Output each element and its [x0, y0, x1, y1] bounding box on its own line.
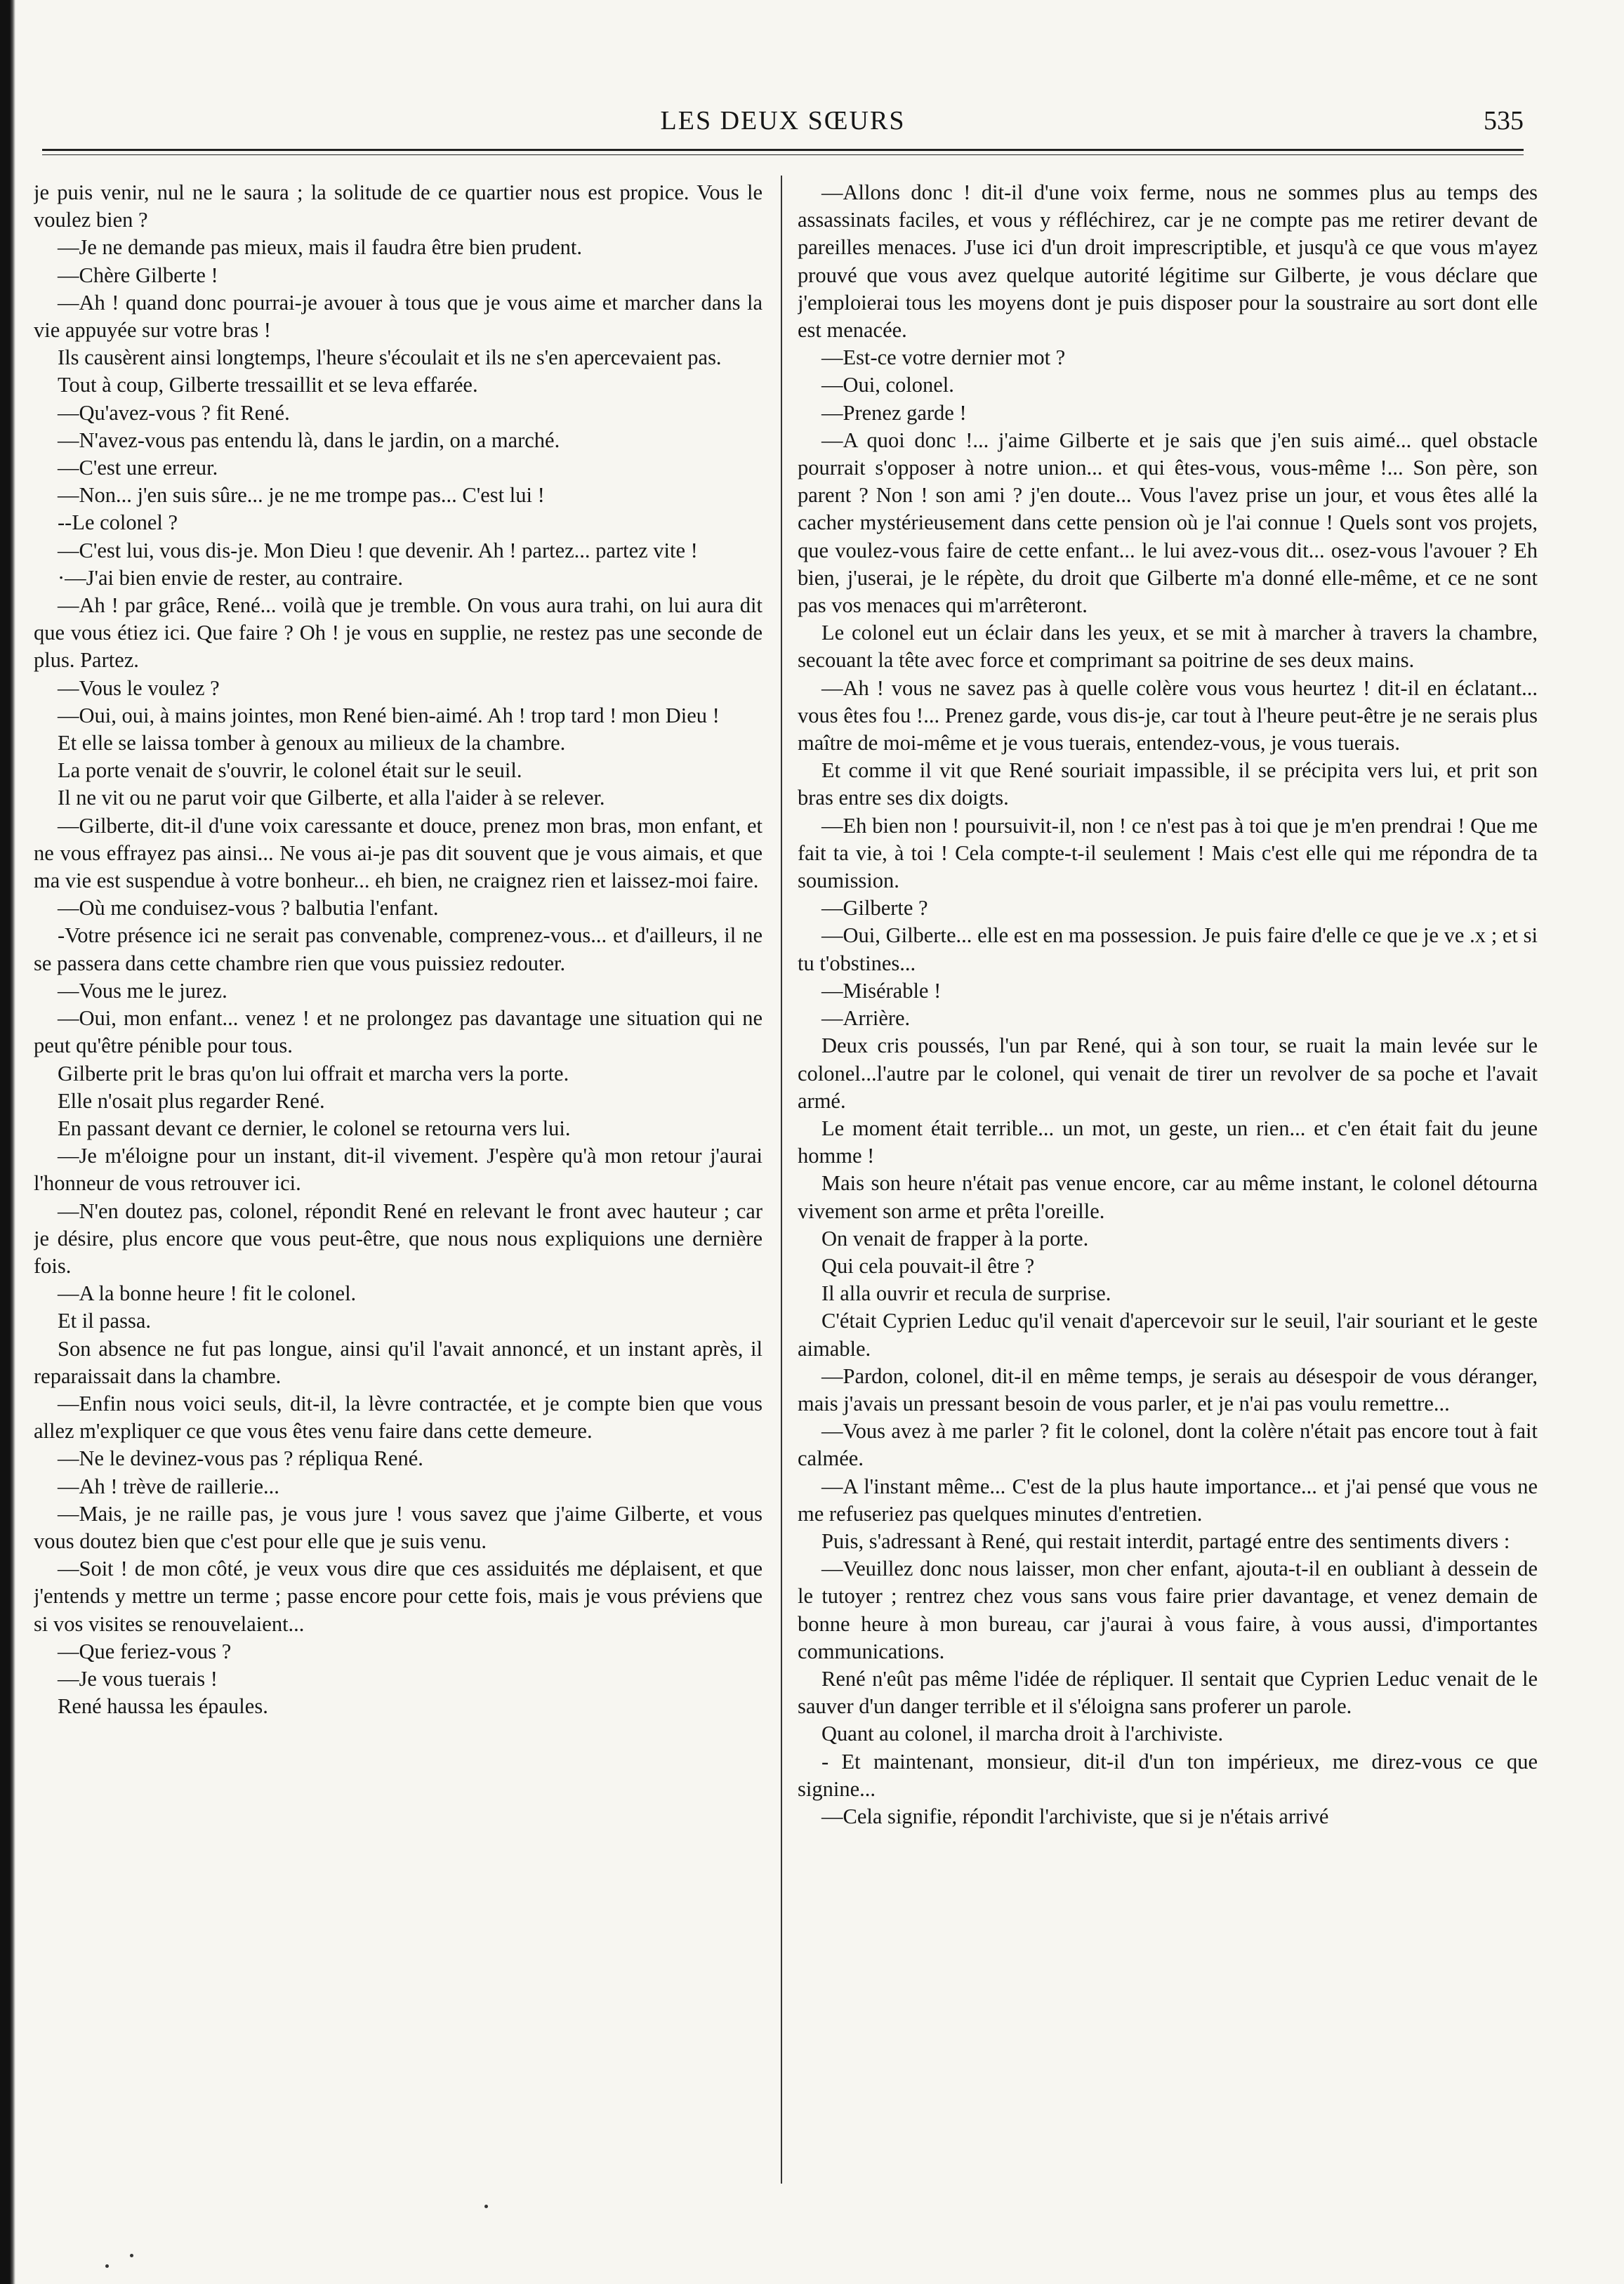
paragraph: —A la bonne heure ! fit le colonel.: [58, 1281, 357, 1306]
paragraph: Elle n'osait plus regarder René.: [58, 1088, 325, 1113]
paragraph: Il ne vit ou ne parut voir que Gilberte, et alla l'aider à se relever.: [58, 786, 605, 810]
paragraph: Le moment était terrible... un mot, un geste, un rien... et c'en était fait du jeune homme !: [798, 1116, 1538, 1168]
paragraph: —Eh bien non ! poursuivit-il, non ! ce n'est pas à toi que je m'en prendrai ! Que me fait ta vie, à toi ! Cela compte-t-il seulement ! Mais c'est elle qui me répondra de ta soumission.: [798, 813, 1538, 893]
paragraph: Mais son heure n'était pas venue encore, car au même instant, le colonel détourna vivement son arme et prêta l'oreille.: [798, 1171, 1538, 1223]
paragraph: —Oui, mon enfant... venez ! et ne prolongez pas davantage une situation qui ne peut qu'être pénible pour tous.: [34, 1006, 763, 1058]
paragraph: Il alla ouvrir et recula de surprise.: [821, 1281, 1111, 1306]
running-title: LES DEUX SŒURS: [660, 106, 906, 136]
page-number: 535: [1484, 106, 1524, 136]
paragraph: C'était Cyprien Leduc qu'il venait d'apercevoir sur le seuil, l'air souriant et le geste aimable.: [798, 1309, 1538, 1361]
paragraph: --Le colonel ?: [58, 510, 178, 535]
paragraph: —Enfin nous voici seuls, dit-il, la lèvre contractée, et je compte bien que vous allez m'expliquer ce que vous êtes venu faire dans cette demeure.: [34, 1391, 763, 1444]
paragraph: René n'eût pas même l'idée de répliquer. Il sentait que Cyprien Leduc venait de le sauver d'un danger terrible et il s'éloigna sans proferer un parole.: [798, 1666, 1538, 1719]
paragraph: Le colonel eut un éclair dans les yeux, et se mit à marcher à travers la chambre, secouant la tête avec force et comprimant sa poitrine de ses deux mains.: [798, 621, 1538, 673]
paragraph: —Je ne demande pas mieux, mais il faudra être bien prudent.: [58, 235, 582, 260]
paragraph: —Vous avez à me parler ? fit le colonel, dont la colère n'était pas encore tout à fait calmée.: [798, 1419, 1538, 1471]
paragraph: Qui cela pouvait-il être ?: [821, 1253, 1035, 1278]
paragraph: -Votre présence ici ne serait pas convenable, comprenez-vous... et d'ailleurs, il ne se passera dans cette chambre rien que vous puissiez redouter.: [34, 923, 763, 975]
paragraph: La porte venait de s'ouvrir, le colonel était sur le seuil.: [58, 758, 522, 783]
paragraph: je puis venir, nul ne le saura ; la solitude de ce quartier nous est propice. Vous le voulez bien ?: [34, 180, 763, 232]
paragraph: —Vous le voulez ?: [58, 675, 220, 700]
paragraph: —Que feriez-vous ?: [58, 1639, 232, 1663]
paragraph: René haussa les épaules.: [58, 1694, 268, 1719]
paragraph: —Ah ! quand donc pourrai-je avouer à tous que je vous aime et marcher dans la vie appuyée sur votre bras !: [34, 290, 763, 343]
header-rule-thin: [42, 154, 1524, 155]
paragraph: —Oui, oui, à mains jointes, mon René bien-aimé. Ah ! trop tard ! mon Dieu !: [58, 703, 720, 727]
paragraph: —Allons donc ! dit-il d'une voix ferme, nous ne sommes plus au temps des assassinats faciles, et vous y réfléchirez, car je ne compte pas me retirer devant de pareilles menaces. J'use ici d'un droit imprescriptible, et jusqu'à ce que vous m'ayez prouvé que vous avez quelque autorité légitime sur Gilberte, je vous déclare que j'emploierai tous les moyens dont je puis disposer pour la soustraire au sort dont elle est menacée.: [798, 180, 1538, 343]
paragraph: —Vous me le jurez.: [58, 978, 227, 1003]
paragraph: —Misérable !: [821, 978, 942, 1003]
paragraph: Son absence ne fut pas longue, ainsi qu'il l'avait annoncé, et un instant après, il reparaissait dans la chambre.: [34, 1336, 763, 1388]
paragraph: —Où me conduisez-vous ? balbutia l'enfant.: [58, 896, 439, 920]
ink-speck: [130, 2254, 133, 2257]
paragraph: Deux cris poussés, l'un par René, qui à son tour, se ruait la main levée sur le colonel...l'autre par le colonel, qui venait de tirer un revolver de sa poche et l'avait armé.: [798, 1034, 1538, 1113]
ink-speck: [105, 2264, 109, 2268]
paragraph: Puis, s'adressant à René, qui restait interdit, partagé entre des sentiments divers :: [821, 1529, 1510, 1553]
paragraph: —Ne le devinez-vous pas ? répliqua René.: [58, 1446, 423, 1471]
paragraph: —Prenez garde !: [821, 400, 967, 425]
paragraph: Ils causèrent ainsi longtemps, l'heure s'écoulait et ils ne s'en apercevaient pas.: [58, 345, 722, 370]
paragraph: —Oui, colonel.: [821, 373, 954, 397]
paragraph: —C'est lui, vous dis-je. Mon Dieu ! que devenir. Ah ! partez... partez vite !: [58, 538, 698, 562]
paragraph: —Oui, Gilberte... elle est en ma possession. Je puis faire d'elle ce que je ve .x ; et si tu t'obstines...: [798, 923, 1538, 975]
paragraph: Gilberte prit le bras qu'on lui offrait et marcha vers la porte.: [58, 1061, 569, 1085]
page-binding-edge: [0, 0, 15, 2284]
paragraph: —Est-ce votre dernier mot ?: [821, 345, 1066, 370]
paragraph: —N'avez-vous pas entendu là, dans le jardin, on a marché.: [58, 428, 560, 452]
paragraph: —Ah ! par grâce, René... voilà que je tremble. On vous aura trahi, on lui aura dit que vous étiez ici. Que faire ? Oh ! je vous en supplie, ne restez pas une seconde de plus. Partez.: [34, 593, 763, 673]
paragraph: - Et maintenant, monsieur, dit-il d'un ton impérieux, me direz-vous ce que signine...: [798, 1749, 1538, 1801]
paragraph: —Qu'avez-vous ? fit René.: [58, 400, 290, 425]
paragraph: ·—J'ai bien envie de rester, au contraire.: [58, 565, 404, 590]
column-divider: [781, 176, 782, 2184]
paragraph: En passant devant ce dernier, le colonel se retourna vers lui.: [58, 1116, 571, 1140]
paragraph: —Mais, je ne raille pas, je vous jure ! vous savez que j'aime Gilberte, et vous vous doutez bien que c'est pour elle que je suis venu.: [34, 1501, 763, 1553]
paragraph: —Ah ! vous ne savez pas à quelle colère vous vous heurtez ! dit-il en éclatant... vous êtes fou !... Prenez garde, vous dis-je, car tout à l'heure peut-être je ne serais plus maître de moi-même et je vous tuerais, entendez-vous, je vous tuerais.: [798, 675, 1538, 755]
page-header: [42, 105, 1524, 147]
paragraph: —Gilberte, dit-il d'une voix caressante et douce, prenez mon bras, mon enfant, et ne vous effrayez pas ainsi... Ne vous ai-je pas dit souvent que je vous aimais, et que ma vie est suspendue à votre bonheur... eh bien, ne craignez rien et laissez-moi faire.: [34, 813, 763, 893]
paragraph: —Je vous tuerais !: [58, 1666, 218, 1691]
paragraph: Et il passa.: [58, 1309, 151, 1333]
paragraph: —Ah ! trève de raillerie...: [58, 1474, 279, 1498]
paragraph: —Non... j'en suis sûre... je ne me trompe pas... C'est lui !: [58, 483, 545, 508]
paragraph: —Pardon, colonel, dit-il en même temps, je serais au désespoir de vous déranger, mais j'avais un pressant besoin de vous parler, et je n'ai pas voulu remettre...: [798, 1364, 1538, 1415]
paragraph: —Gilberte ?: [821, 896, 928, 920]
paragraph: —A quoi donc !... j'aime Gilberte et je sais que j'en suis aimé... quel obstacle pourrait s'opposer à notre union... et qui êtes-vous, vous-même !... Son père, son parent ? Non ! son ami ? j'en doute... Vous l'avez prise un jour, et vous êtes allé la cacher mystérieusement dans cette pension où je l'ai connue ! Quels sont vos projets, que voulez-vous faire de cette enfant... le lui avez-vous dit... osez-vous l'avouer ? Eh bien, j'userai, je le répète, du droit que Gilberte m'a donné elle-même, et ce ne sont pas vos menaces qui m'arrêteront.: [798, 428, 1538, 618]
ink-speck: [484, 2205, 488, 2208]
left-column: [34, 179, 763, 2201]
right-column: [798, 179, 1538, 2201]
paragraph: —Arrière.: [821, 1006, 911, 1031]
paragraph: On venait de frapper à la porte.: [821, 1226, 1089, 1250]
header-rule: [42, 149, 1524, 151]
paragraph: Quant au colonel, il marcha droit à l'archiviste.: [821, 1722, 1224, 1746]
paragraph: —C'est une erreur.: [58, 456, 218, 480]
paragraph: —Chère Gilberte !: [58, 263, 218, 287]
paragraph: —Veuillez donc nous laisser, mon cher enfant, ajouta-t-il en oubliant à dessein de le tutoyer ; rentrez chez vous sans vous faire prier davantage, et venez demain de bonne heure à mon bureau, car j'aurai à vous faire, à vous aussi, d'importantes communications.: [798, 1557, 1538, 1663]
paragraph: Et elle se laissa tomber à genoux au milieux de la chambre.: [58, 731, 566, 755]
paragraph: —Cela signifie, répondit l'archiviste, que si je n'étais arrivé: [821, 1804, 1329, 1828]
paragraph: —Soit ! de mon côté, je veux vous dire que ces assiduités me déplaisent, et que j'entends y mettre un terme ; passe encore pour cette fois, mais je vous préviens que si vos visites se renouvelaient...: [34, 1557, 763, 1636]
paragraph: —N'en doutez pas, colonel, répondit René en relevant le front avec hauteur ; car je désire, plus encore que vous peut-être, que nous nous expliquions une dernière fois.: [34, 1199, 763, 1278]
paragraph: Et comme il vit que René souriait impassible, il se précipita vers lui, et prit son bras entre ses dix doigts.: [798, 758, 1538, 810]
paragraph: —Je m'éloigne pour un instant, dit-il vivement. J'espère qu'à mon retour j'aurai l'honneur de vous retrouver ici.: [34, 1144, 763, 1196]
paragraph: Tout à coup, Gilberte tressaillit et se leva effarée.: [58, 373, 478, 397]
paragraph: —A l'instant même... C'est de la plus haute importance... et j'ai pensé que vous ne me refuseriez pas quelques minutes d'entretien.: [798, 1474, 1538, 1526]
